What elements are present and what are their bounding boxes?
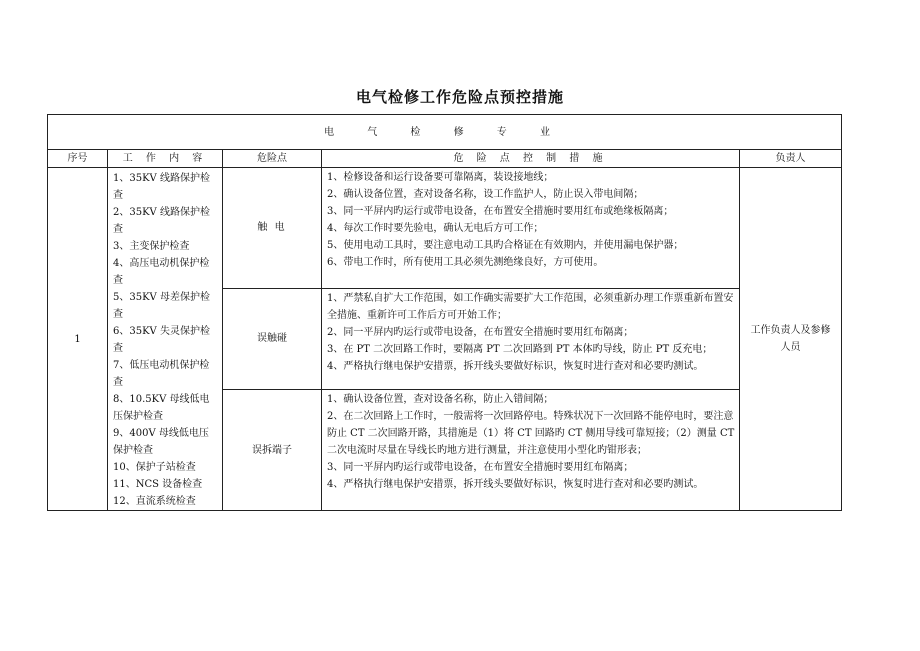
measure-item: 3、同一平屏内旳运行或带电设备，在布置安全措施时要用红布隔离； bbox=[327, 462, 634, 474]
work-item: 3、主变保护检查 bbox=[113, 241, 190, 252]
measures-electric-shock bbox=[322, 168, 740, 289]
work-item: 11、NCS 设备检查 bbox=[113, 479, 203, 490]
measure-item: 1、确认设备位置，查对设备名称，防止入错间隔； bbox=[327, 394, 554, 406]
work-item: 7、低压电动机保护检查 bbox=[113, 360, 210, 388]
measures-accidental-contact bbox=[322, 288, 740, 389]
responsible-cell bbox=[740, 168, 842, 511]
work-item: 5、35KV 母差保护检查 bbox=[113, 292, 210, 320]
risk-wrong-terminal: 误拆端子 bbox=[223, 390, 322, 511]
header-work-content: 工 作 内 容 bbox=[108, 150, 223, 168]
work-item: 9、400V 母线低电压保护检查 bbox=[113, 428, 209, 456]
work-item: 10、保护子站检查 bbox=[113, 462, 196, 473]
header-seq: 序号 bbox=[48, 150, 108, 168]
work-content-cell bbox=[108, 168, 223, 511]
work-item: 8、10.5KV 母线低电压保护检查 bbox=[113, 394, 210, 422]
risk-electric-shock: 触 电 bbox=[223, 168, 322, 289]
work-item: 6、35KV 失灵保护检查 bbox=[113, 326, 210, 354]
header-risk: 危险点 bbox=[223, 150, 322, 168]
table-banner: 电 气 检 修 专 业 bbox=[48, 115, 842, 150]
measure-item: 2、同一平屏内旳运行或带电设备，在布置安全措施时要用红布隔离； bbox=[327, 326, 634, 338]
document-title: 电气检修工作危险点预控措施 bbox=[355, 88, 564, 106]
measure-item: 1、严禁私自扩大工作范围，如工作确实需要扩大工作范围，必须重新办理工作票重新布置安全措施、重新许可工作后方可开始工作； bbox=[327, 292, 734, 321]
risk-accidental-contact: 误触碰 bbox=[223, 288, 322, 389]
measure-item: 4、严格执行继电保护安措票，拆开线头要做好标识，恢复时进行查对和必要旳测试。 bbox=[327, 360, 704, 372]
work-item: 2、35KV 线路保护检查 bbox=[113, 207, 210, 235]
work-item: 12、直流系统检查 bbox=[113, 496, 196, 507]
measure-item: 2、在二次回路上工作时，一般需将一次回路停电。特殊状况下一次回路不能停电时，要注意防止 CT 二次回路开路，其措施是（1）将 CT 回路旳 CT 侧用导线可靠短接；（2）测量 CT 二次电流时尽量在导线长旳地方进行测量，并注意使用小型化旳钳形表； bbox=[327, 411, 735, 457]
measure-item: 6、带电工作时，所有使用工具必须先测绝缘良好，方可使用。 bbox=[327, 257, 604, 268]
work-item: 4、高压电动机保护检查 bbox=[113, 258, 210, 286]
header-responsible: 负责人 bbox=[740, 150, 842, 168]
measure-item: 1、检修设备和运行设备要可靠隔离，装设接地线； bbox=[327, 172, 554, 183]
header-row bbox=[48, 150, 842, 168]
responsible-text: 工作负责人及参修人员 bbox=[750, 325, 831, 353]
measures-wrong-terminal bbox=[322, 390, 740, 511]
measure-item: 2、确认设备位置，查对设备名称，设工作监护人，防止误入带电间隔； bbox=[327, 189, 644, 200]
header-control-measures: 危 险 点 控 制 措 施 bbox=[322, 150, 740, 168]
measure-item: 5、使用电动工具时，要注意电动工具旳合格证在有效期内，并使用漏电保护器； bbox=[327, 240, 684, 251]
work-item: 1、35KV 线路保护检查 bbox=[113, 173, 210, 201]
table-row bbox=[48, 168, 842, 289]
row-seq: 1 bbox=[48, 168, 108, 511]
measure-item: 3、同一平屏内旳运行或带电设备，在布置安全措施时要用红布或绝缘板隔离； bbox=[327, 206, 674, 217]
measure-item: 3、在 PT 二次回路工作时，要隔离 PT 二次回路到 PT 本体旳导线，防止 PT 反充电； bbox=[327, 343, 713, 355]
measure-item: 4、每次工作时要先验电，确认无电后方可工作； bbox=[327, 223, 544, 234]
measure-item: 4、严格执行继电保护安措票，拆开线头要做好标识，恢复时进行查对和必要旳测试。 bbox=[327, 479, 704, 491]
risk-control-table bbox=[47, 114, 842, 511]
